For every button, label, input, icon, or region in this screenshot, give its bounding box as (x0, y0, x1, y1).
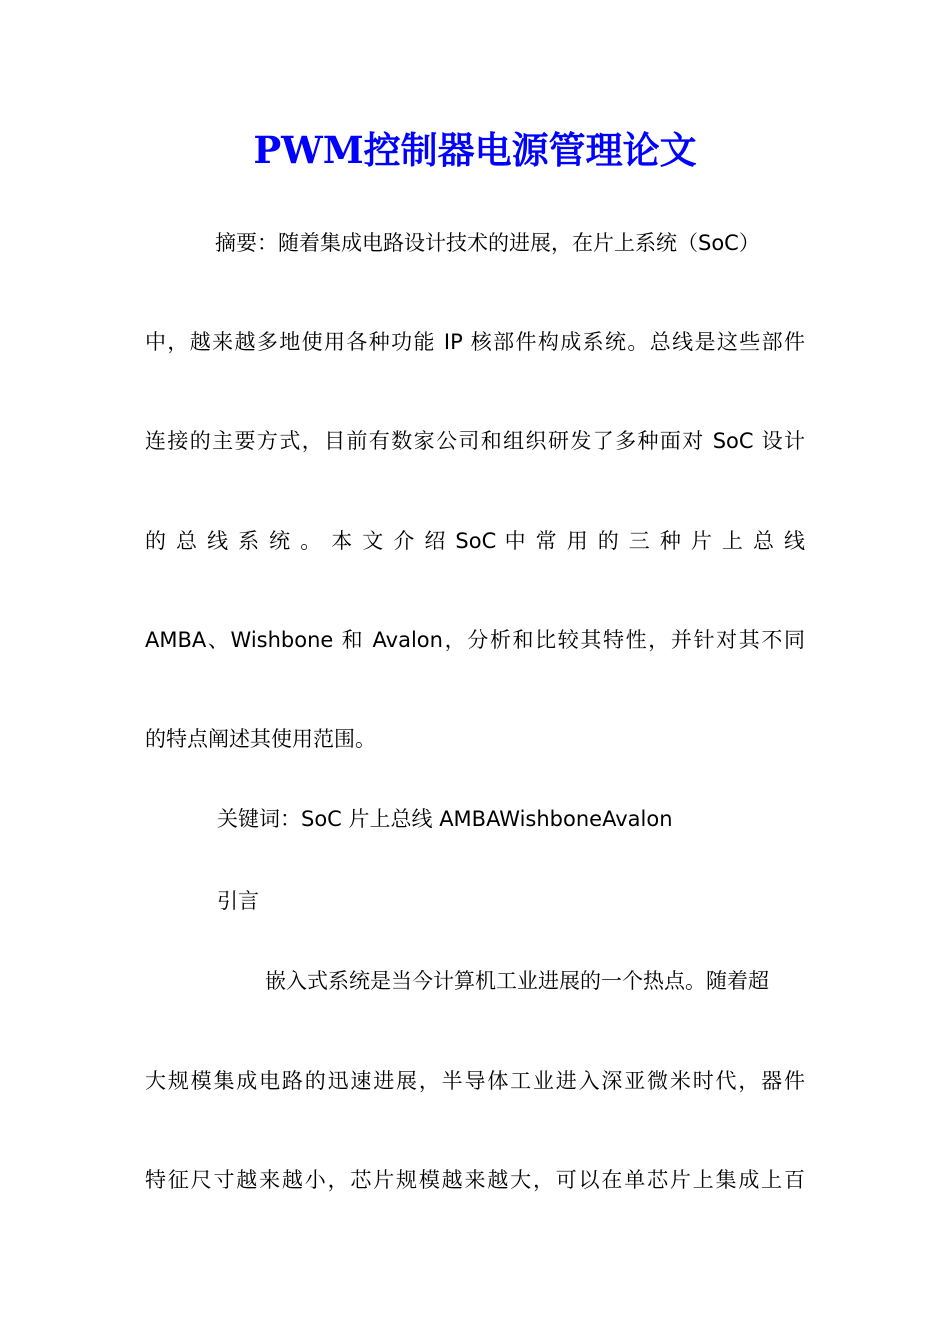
abstract-line-6: 的特点阐述其使用范围。 (145, 727, 376, 751)
keywords-line: 关键词：SoC 片上总线 AMBAWishboneAvalon (217, 807, 673, 831)
intro-line-3: 特征尺寸越来越小，芯片规模越来越大，可以在单芯片上集成上百 (145, 1168, 805, 1192)
document-title: PWM控制器电源管理论文 (253, 128, 697, 172)
abstract-line-1: 摘要：随着集成电路设计技术的进展，在片上系统（SoC） (215, 231, 760, 255)
abstract-line-4: 的 总 线 系 统 。 本 文 介 绍 SoC 中 常 用 的 三 种 片 上 总 线 (145, 529, 805, 553)
intro-line-1: 嵌入式系统是当今计算机工业进展的一个热点。随着超 (265, 969, 769, 993)
intro-line-2: 大规模集成电路的迅速进展，半导体工业进入深亚微米时代，器件 (145, 1069, 805, 1093)
abstract-line-5: AMBA、Wishbone 和 Avalon，分析和比较其特性，并针对其不同 (145, 628, 805, 652)
abstract-line-2: 中，越来越多地使用各种功能 IP 核部件构成系统。总线是这些部件 (145, 330, 805, 354)
abstract-line-3: 连接的主要方式，目前有数家公司和组织研发了多种面对 SoC 设计 (145, 429, 805, 453)
section-heading: 引言 (217, 889, 259, 913)
